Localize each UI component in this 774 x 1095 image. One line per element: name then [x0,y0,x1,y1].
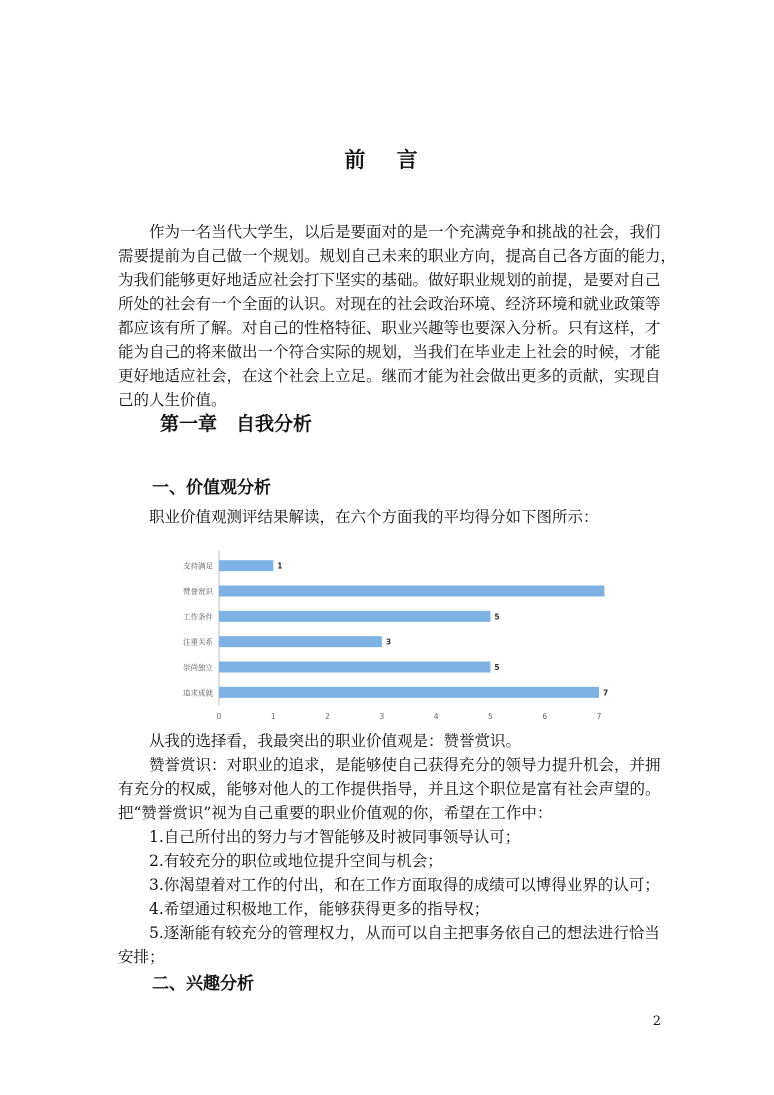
chart-category-label: 追求成就 [183,688,213,698]
preface-line: 能为自己的将来做出一个符合实际的规划，当我们在毕业走上社会的时候，才能 [118,343,661,361]
chart-data-label: 7 [603,688,609,698]
chart-category-label: 工作条件 [183,612,213,622]
chart-x-tick-label: 4 [433,712,439,721]
list-item: 3.你渴望着对工作的付出，和在工作方面取得的成绩可以博得业界的认可； [149,876,660,894]
chart-x-tick-label: 3 [379,712,385,721]
chart-category-label: 崇尚独立 [183,663,213,672]
chart-bar [219,586,604,597]
preface-line: 更好地适应社会，在这个社会上立足。继而才能为社会做出更多的贡献，实现自 [118,367,661,385]
chart-data-label: 3 [385,637,392,647]
list-item: 2.有较充分的职位或地位提升空间与机会； [149,852,443,870]
preface-line: 作为一名当代大学生，以后是要面对的是一个充满竞争和挑战的社会，我们 [149,223,661,241]
chart-bar [219,611,490,622]
chart-x-tick-label: 0 [216,712,222,721]
chart-bar [219,636,382,647]
values-bar-chart [170,545,610,723]
preface-line: 都应该有所了解。对自己的性格特征、职业兴趣等也要深入分析。只有这样，才 [118,319,661,337]
chapter-title: 第一章 自我分析 [160,413,313,435]
chart-x-tick-label: 1 [270,712,276,721]
definition-line: 赞誉赏识：对职业的追求，是能够使自己获得充分的领导力提升机会，并拥 [149,756,661,774]
chart-x-tick-label: 7 [596,712,602,721]
list-item: 4.希望通过积极地工作，能够获得更多的指导权； [149,900,490,918]
list-item-continuation: 安排； [118,948,165,966]
definition-line: 把“赞誉赏识”视为自己重要的职业价值观的你，希望在工作中： [118,804,553,822]
top-value-summary: 从我的选择看，我最突出的职业价值观是：赞誉赏识。 [149,732,522,750]
page-number: 2 [652,1014,661,1029]
chart-intro: 职业价值观测评结果解读，在六个方面我的平均得分如下图所示： [149,508,599,526]
preface-paragraph [118,220,677,412]
preface-line: 为我们能够更好地适应社会打下坚实的基础。做好职业规划的前提，是要对自己 [118,271,661,289]
chart-x-tick-label: 5 [488,712,493,721]
chart-category-label: 支持满足 [183,561,213,571]
preface-title: 前 言 [344,147,430,172]
chart-x-tick-label: 2 [325,712,330,721]
preface-line: 所处的社会有一个全面的认识。对现在的社会政治环境、经济环境和就业政策等 [118,295,661,313]
chart-bar [219,687,599,698]
chart-data-label: 5 [494,612,500,622]
chart-category-label: 赞誉赏识 [183,587,213,596]
section-heading-values: 一、价值观分析 [152,478,271,498]
chart-bar [219,662,490,673]
preface-line: 己的人生价值。 [118,391,227,409]
chart-category-label: 注重关系 [183,637,213,647]
list-item: 5.逐渐能有较充分的管理权力，从而可以自主把事务依自己的想法进行恰当 [149,924,660,942]
definition-line: 有充分的权威，能够对他人的工作提供指导，并且这个职位是富有社会声望的。 [118,780,661,798]
chart-data-label: 1 [277,561,283,571]
chart-bar [219,560,273,571]
chart-data-label: 5 [494,663,500,672]
list-item: 1.自己所付出的努力与才智能够及时被同事领导认可； [149,828,521,846]
chart-x-tick-label: 6 [542,712,548,721]
preface-line: 需要提前为自己做一个规划。规划自己未来的职业方向，提高自己各方面的能力， [118,247,677,265]
section-heading-interests: 二、兴趣分析 [152,974,254,994]
